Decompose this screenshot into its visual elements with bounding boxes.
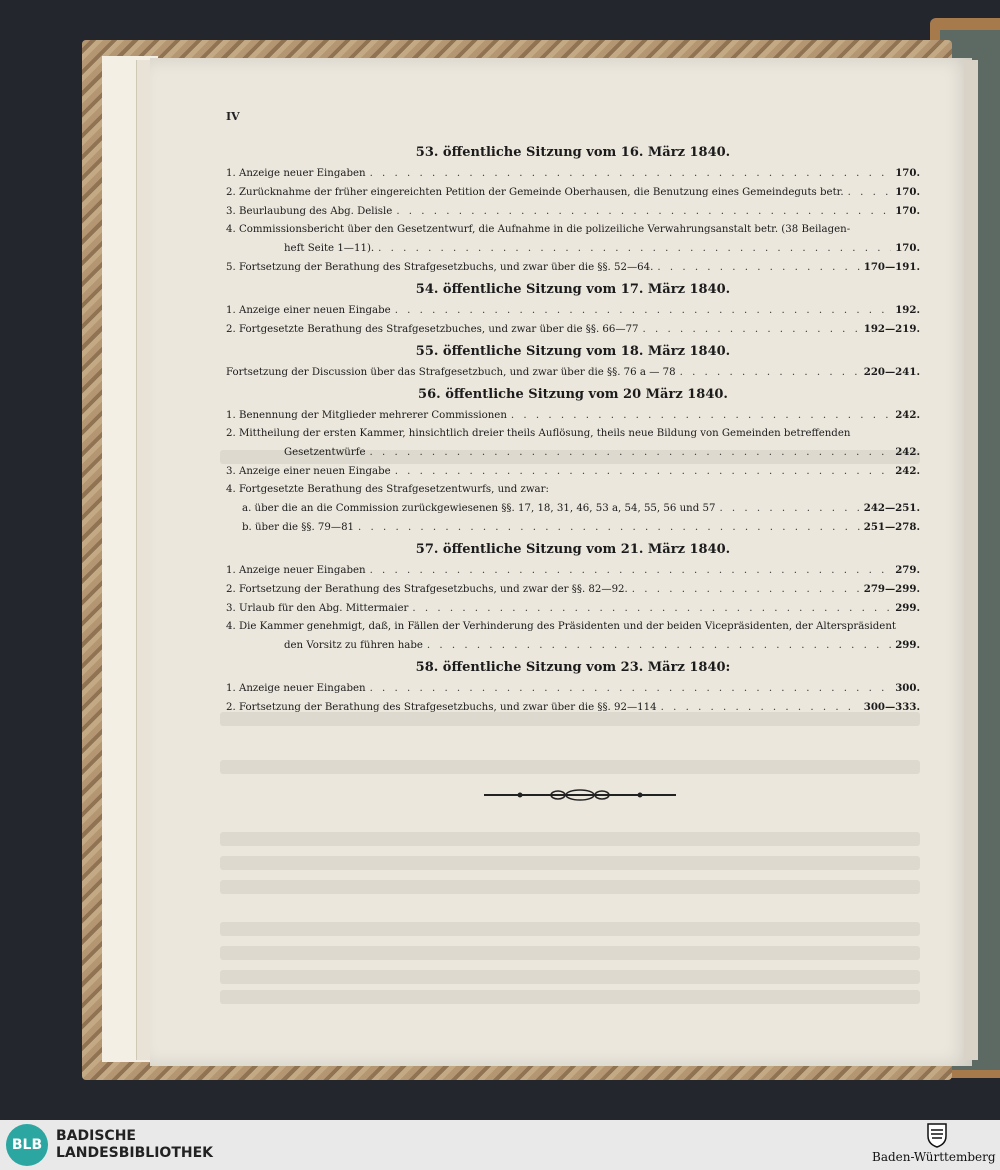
table-of-contents bbox=[226, 140, 920, 717]
toc-entry-line: 4. Commissionsbericht über den Gesetzentwurf, die Aufnahme in die polizeiliche Verwahrungsanstalt betr. (38 Beilagen- bbox=[226, 224, 851, 235]
show-through bbox=[220, 946, 920, 960]
session-title: 56. öffentliche Sitzung vom 20 März 1840. bbox=[418, 387, 728, 402]
show-through bbox=[220, 832, 920, 846]
coat-of-arms-icon bbox=[926, 1122, 948, 1148]
toc-entry: 1. Benennung der Mitglieder mehrerer Commissionen . . . 242. bbox=[226, 406, 920, 425]
toc-entry: Gesetzentwürfe . . . 242. bbox=[226, 443, 920, 462]
show-through bbox=[220, 990, 920, 1004]
toc-entry-line: 4. Fortgesetzte Berathung des Strafgesetzentwurfs, und zwar: bbox=[226, 484, 549, 495]
library-name[interactable] bbox=[56, 1128, 213, 1162]
toc-entry: 1. Anzeige einer neuen Eingabe . . . 192. bbox=[226, 301, 920, 320]
toc-entry: 1. Anzeige neuer Eingaben . . . 279. bbox=[226, 561, 920, 580]
toc-entry: 3. Beurlaubung des Abg. Delisle . . . 170. bbox=[226, 202, 920, 221]
show-through bbox=[220, 970, 920, 984]
toc-entry: 2. Zurücknahme der früher eingereichten Petition der Gemeinde Oberhausen, die Benutzung eines Gemeindeguts betr. . . . 170. bbox=[226, 183, 920, 202]
toc-entry: 2. Fortsetzung der Berathung des Strafgesetzbuchs, und zwar der §§. 82—92. . . . 279—299. bbox=[226, 580, 920, 599]
session-title: 58. öffentliche Sitzung vom 23. März 1840: bbox=[415, 660, 731, 675]
toc-entry: 2. Fortgesetzte Berathung des Strafgesetzbuches, und zwar über die §§. 66—77 . . . 192—219. bbox=[226, 320, 920, 339]
toc-entry: 2. Fortsetzung der Berathung des Strafgesetzbuchs, und zwar über die §§. 92—114 . . . 300—333. bbox=[226, 698, 920, 717]
toc-entry: a. über die an die Commission zurückgewiesenen §§. 17, 18, 31, 46, 53 a, 54, 55, 56 und 57 . . . 242—251. bbox=[226, 499, 920, 518]
session-title: 55. öffentliche Sitzung vom 18. März 1840. bbox=[415, 344, 731, 359]
toc-entry: b. über die §§. 79—81 . . . 251—278. bbox=[226, 518, 920, 537]
library-name-line2: LANDESBIBLIOTHEK bbox=[56, 1145, 214, 1161]
toc-entry: Fortsetzung der Discussion über das Strafgesetzbuch, und zwar über die §§. 76 a — 78 . . . 220—241. bbox=[226, 363, 920, 382]
page-edge bbox=[964, 60, 978, 1060]
show-through bbox=[220, 760, 920, 774]
session-title: 57. öffentliche Sitzung vom 21. März 1840. bbox=[415, 542, 731, 557]
toc-entry: 1. Anzeige neuer Eingaben . . . 170. bbox=[226, 164, 920, 183]
show-through bbox=[220, 922, 920, 936]
toc-entry: 3. Urlaub für den Abg. Mittermaier . . . 299. bbox=[226, 599, 920, 618]
toc-entry-line: 4. Die Kammer genehmigt, daß, in Fällen der Verhinderung des Präsidenten und der beiden Vicepräsidenten, der Alterspräsident bbox=[226, 621, 896, 632]
toc-entry: heft Seite 1—11). . . . 170. bbox=[226, 239, 920, 258]
blb-logo[interactable]: BLB bbox=[6, 1124, 48, 1166]
toc-entry: 3. Anzeige einer neuen Eingabe . . . 242. bbox=[226, 462, 920, 481]
page-number: IV bbox=[226, 110, 240, 123]
session-title: 54. öffentliche Sitzung vom 17. März 1840. bbox=[415, 282, 731, 297]
show-through bbox=[220, 880, 920, 894]
state-name: Baden-Württemberg bbox=[872, 1150, 996, 1164]
viewer-footer bbox=[0, 1120, 1000, 1170]
library-name-line1: BADISCHE bbox=[56, 1128, 136, 1144]
toc-entry: 1. Anzeige neuer Eingaben . . . 300. bbox=[226, 679, 920, 698]
ornament-divider bbox=[480, 785, 680, 805]
toc-entry: den Vorsitz zu führen habe . . . 299. bbox=[226, 636, 920, 655]
toc-entry-line: 2. Mittheilung der ersten Kammer, hinsichtlich dreier theils Auflösung, theils neue Bildung von Gemeinden betreffenden bbox=[226, 428, 851, 439]
toc-entry: 5. Fortsetzung der Berathung des Strafgesetzbuchs, und zwar über die §§. 52—64. . . . 170—191. bbox=[226, 258, 920, 277]
session-title: 53. öffentliche Sitzung vom 16. März 1840. bbox=[415, 145, 731, 160]
show-through bbox=[220, 856, 920, 870]
